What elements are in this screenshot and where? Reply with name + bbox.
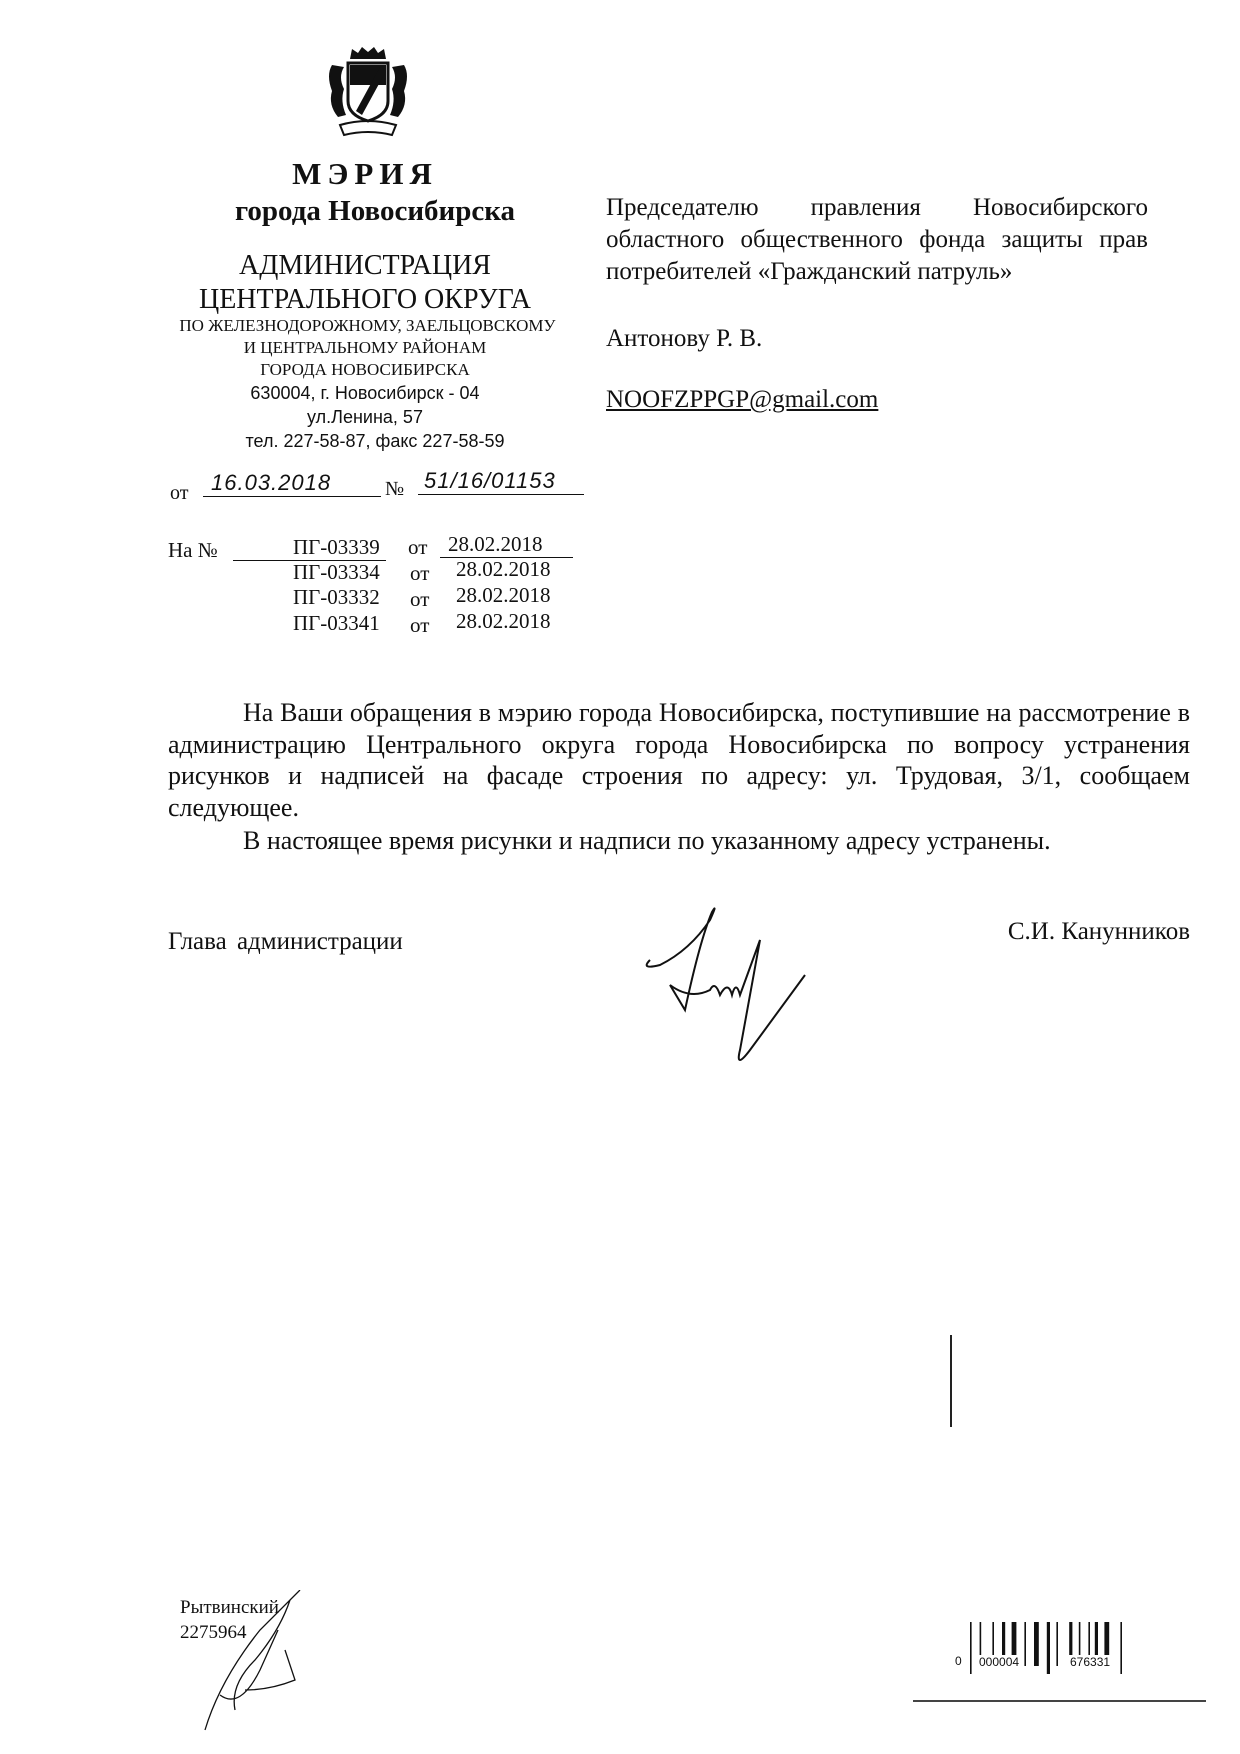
admin-title-line1: АДМИНИСТРАЦИЯ (239, 250, 491, 281)
barcode-bar (1024, 1622, 1026, 1666)
barcode-digits-mid: 000004 (979, 1655, 1020, 1669)
reference-underline (233, 560, 293, 561)
districts-line1: ПО ЖЕЛЕЗНОДОРОЖНОМУ, ЗАЕЛЬЦОВСКОМУ (179, 316, 556, 335)
address-line2: ул.Ленина, 57 (307, 407, 423, 427)
reference-from-3: от (410, 587, 430, 611)
vertical-scan-mark (950, 1335, 952, 1427)
barcode-bar (1056, 1622, 1058, 1666)
phone-line: тел. 227-58-87, факс 227-58-59 (245, 431, 505, 451)
reference-number-3: ПГ-03332 (293, 585, 380, 609)
address-line1: 630004, г. Новосибирск - 04 (250, 383, 480, 403)
reference-number-2: ПГ-03334 (293, 560, 380, 584)
coat-of-arms-emblem (322, 45, 414, 141)
outgoing-date: 16.03.2018 (203, 470, 381, 497)
city-title: города Новосибирска (234, 195, 516, 227)
reference-number-1: ПГ-03339 (293, 535, 386, 561)
recipient-title: Председателю правления Новосибирского областного общественного фонда защиты прав потребителей «Гражданский патруль» (606, 194, 1148, 285)
executor-name: Рытвинский (180, 1597, 279, 1618)
executor-phone: 2275964 (180, 1622, 247, 1643)
reference-date-2: 28.02.2018 (456, 557, 551, 581)
barcode-bar (1034, 1622, 1039, 1666)
admin-title-line2: ЦЕНТРАЛЬНОГО ОКРУГА (198, 284, 532, 315)
barcode-digits-right: 676331 (1070, 1655, 1111, 1669)
barcode-bar (970, 1622, 972, 1674)
reference-from-1: от (408, 535, 428, 559)
handwritten-signature (640, 900, 810, 1075)
reference-number-4: ПГ-03341 (293, 611, 380, 635)
reference-from-2: от (410, 561, 430, 585)
barcode-digits-left: 0 (955, 1654, 962, 1668)
barcode-bar (1047, 1622, 1050, 1674)
org-title: МЭРИЯ (292, 156, 438, 191)
executor-signature (200, 1590, 360, 1735)
reference-from-4: от (410, 613, 430, 637)
reference-date-4: 28.02.2018 (456, 609, 551, 633)
recipient-name: Антонову Р. В. (606, 325, 763, 352)
outgoing-number: 51/16/01153 (418, 468, 584, 495)
body-paragraph-1: На Ваши обращения в мэрию города Новосибирска, поступившие на рассмотрение в администрацию Центрального округа города Новосибирска по вопросу устранения рисунков и надписей на фасаде строения по адресу: ул. Трудовая, 3/1, сообщаем следующее. (168, 698, 1190, 822)
body-paragraph-2: В настоящее время рисунки и надписи по указанному адресу устранены. (243, 826, 1051, 855)
reference-date-3: 28.02.2018 (456, 583, 551, 607)
barcode (955, 1622, 1155, 1677)
date-label: от (170, 482, 189, 504)
signatory-name: С.И. Канунников (1007, 918, 1190, 945)
barcode-bar (1120, 1622, 1122, 1674)
reference-date-1: 28.02.2018 (440, 532, 573, 558)
districts-line3: ГОРОДА НОВОСИБИРСКА (260, 360, 470, 379)
number-label: № (385, 478, 405, 500)
districts-line2: И ЦЕНТРАЛЬНОМУ РАЙОНАМ (243, 338, 487, 357)
bottom-rule (913, 1700, 1206, 1702)
reference-label: На № (168, 538, 218, 562)
recipient-email: NOOFZPPGP@gmail.com (606, 386, 879, 413)
signatory-position: Глава администрации (168, 928, 403, 955)
